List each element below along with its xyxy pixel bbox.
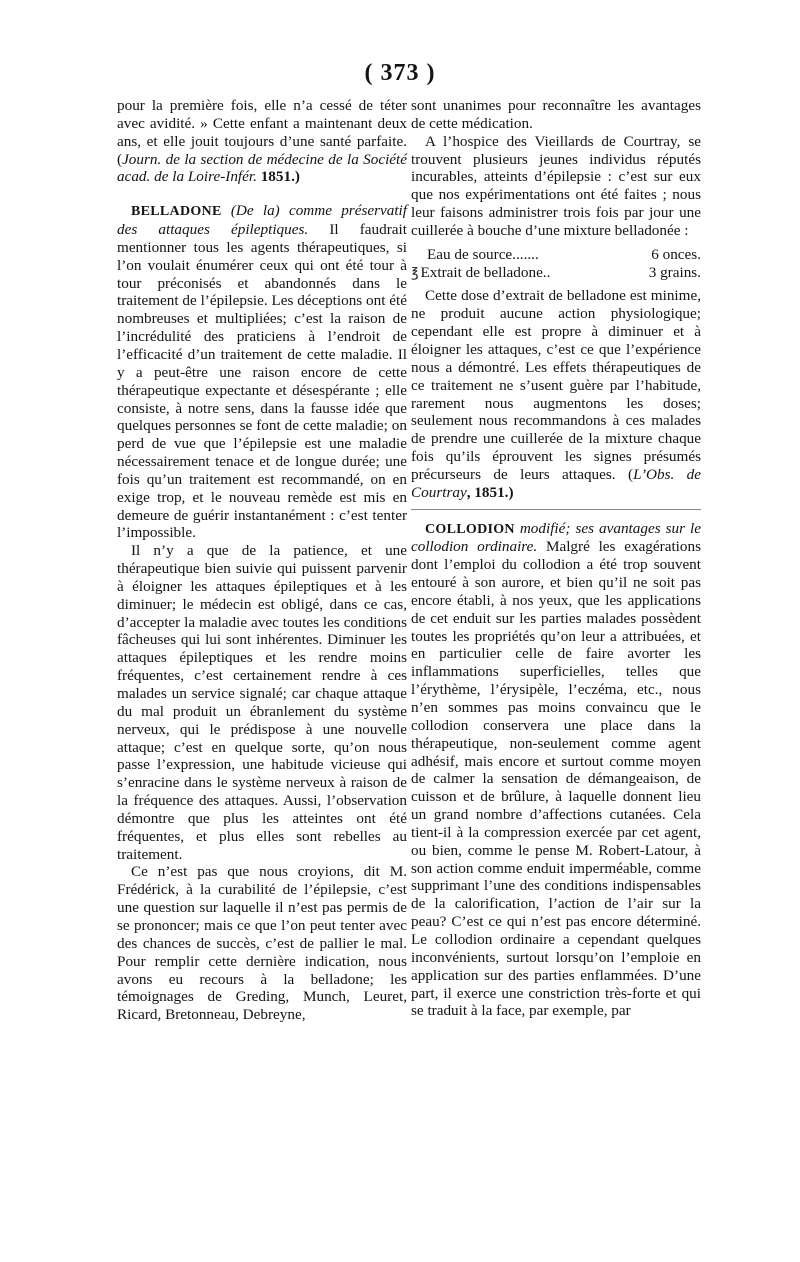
paragraph [411,287,701,501]
paragraph: Ce n’est pas que nous croyions, dit M. Frédérick, à la curabilité de l’épilepsie, c’est une question sur laquelle il n’est pas permis de se prononcer; mais ce que l’on peut tenter avec des chances de succès, c’est de pallier le mal. Pour remplir cette dernière indication, nous avons eu recours à la belladone; les témoignages de Greding, Munch, Leuret, Ricard, Bretonneau, Debreyne, [117,863,407,1024]
paragraph-text: Malgré les exagérations dont l’emploi du collodion a été trop souvent entouré à son aurore, et bien qu’il ne soit pas encore établi, à nos yeux, que les applications de cet enduit sur les parties malades possèdent toutes les propriétés qu’on leur a attribuées, et en particulier celle de faire avorter les inflammations superficielles, telles que l’érythème, l’érysipèle, l’eczéma, etc., nous n’en sommes pas moins convaincu que le collodion conservera une place dans la thérapeutique, non-seulement comme agent adhésif, mais encore et surtout comme moyen de calmer la sensation de démangeaison, de cuisson et de brûlure, à laquelle donnent lieu un grand nombre d’affections cutanées. Cela tient-il à la compression exercée par cet agent, ou bien, comme le pense M. Robert-Latour, à son action comme enduit imperméable, comme supprimant l’une des conditions indispensables de la calorification, l’action de l’air sur la peau? C’est ce qui n’est pas encore déterminé. Le collodion ordinaire a cependant quelques inconvénients, surtout lorsqu’on l’emploie en application sur des parties enflammées. D’une part, il exerce une constriction très-forte et qui se traduit à la face, par exemple, par [411,538,701,1020]
section-divider [411,509,701,510]
article-heading-belladone: BELLADONE [131,204,222,220]
recipe-ingredient: Extrait de belladone.. [420,263,551,281]
paragraph-text: Cette dose d’extrait de belladone est minime, ne produit aucune action physiologique; cependant elle est propre à diminuer et à éloigner les attaques, c’est ce que l’expérience nous a démontré. Les effets thérapeutiques de ce traitement ne s’usent guère par l’habitude, rarement nous augmentons les doses; seulement nous recommandons à ces malades de prendre une cuillerée de la mixture chaque fois qu’ils éprouvent les signes présumés précurseurs de leurs attaques. ( [411,287,701,483]
recipe-dose: 6 onces. [651,245,701,263]
paragraph: Il n’y a que de la patience, et une thérapeutique bien suivie qui puissent parvenir à éloigner les attaques épileptiques et à les diminuer; le médecin est obligé, dans ce cas, d’accepter la maladie avec toutes les conditions fâcheuses qui lui sont inhérentes. Diminuer les attaques épileptiques et les rendre moins fréquentes, c’est certainement rendre à ces malades un service signalé; car chaque attaque du mal produit un ébranlement du système nerveux, qui le prédispose à une nouvelle attaque; c’est en quelque sorte, qu’on nous passe l’expression, une habitude vicieuse qui s’enracine dans le système nerveux à raison de la fréquence des attaques. Aussi, l’observation démontre que plus les atteintes ont été fréquentes, et plus elles sont rebelles au traitement. [117,542,407,863]
recipe-dose: 3 grains. [648,263,701,281]
left-column [117,97,407,1024]
citation-year: 1851.) [256,168,300,186]
right-column [411,97,701,1020]
article-belladone [117,202,407,542]
recipe-symbol: ℥ [411,264,419,280]
citation-source: Journ. de la section de médecine de la Société acad. de la Loire-Infér. [117,150,407,186]
paragraph [117,97,407,186]
article-subtitle: modifié; ses avantages sur le collodion ordinaire. [411,519,701,556]
recipe-ingredient: Eau de source....... [427,245,539,263]
citation-source: L’Obs. de Courtray [411,465,702,501]
article-collodion [411,520,701,1021]
paragraph: sont unanimes pour reconnaître les avantages de cette médication. [411,97,701,132]
citation-year: , 1851.) [466,483,514,501]
recipe [411,246,701,282]
paragraph: A l’hospice des Vieillards de Courtray, se trouvent plusieurs jeunes individus réputés incurables, atteints d’épilepsie : c’est sur eux que nos expérimentations ont été faites ; nous leur faisons administrer trois fois par jour une cuillerée à bouche d’une mixture belladonée : [411,132,701,239]
page-number: ( 373 ) [364,60,436,86]
recipe-line [411,264,701,282]
paragraph-text: pour la première fois, elle n’a cessé de téter avec avidité. » Cette enfant a maintenant deux ans, et elle jouit toujours d’une santé parfaite. ( [117,97,407,168]
article-subtitle: (De la) comme préservatif des attaques épileptiques. [117,202,407,239]
article-heading-collodion: COLLODION [425,521,515,537]
paragraph-text: Il faudrait mentionner tous les agents thérapeutiques, si l’on voulait énumérer ceux qui ont été tour à tour préconisés et abandonnés dans le traitement de l’épilepsie. Les déceptions ont été nombreuses et multipliées; c’est la raison de l’incrédulité des praticiens à l’endroit de l’efficacité d’un traitement de cette maladie. Il y a peut-être une raison encore de cette thérapeutique expectante et désespérante ; elle consiste, à notre sens, dans la fausse idée que quelques personnes se font de cette maladie; on perd de vue que l’épilepsie est une maladie nécessairement tenace et de longue durée; une fois qu’un traitement est recommandé, on en exige trop, et le nouveau remède est mis en demeure de guérir instantanément : c’est tenter l’impossible. [117,221,407,542]
recipe-line [425,246,701,264]
